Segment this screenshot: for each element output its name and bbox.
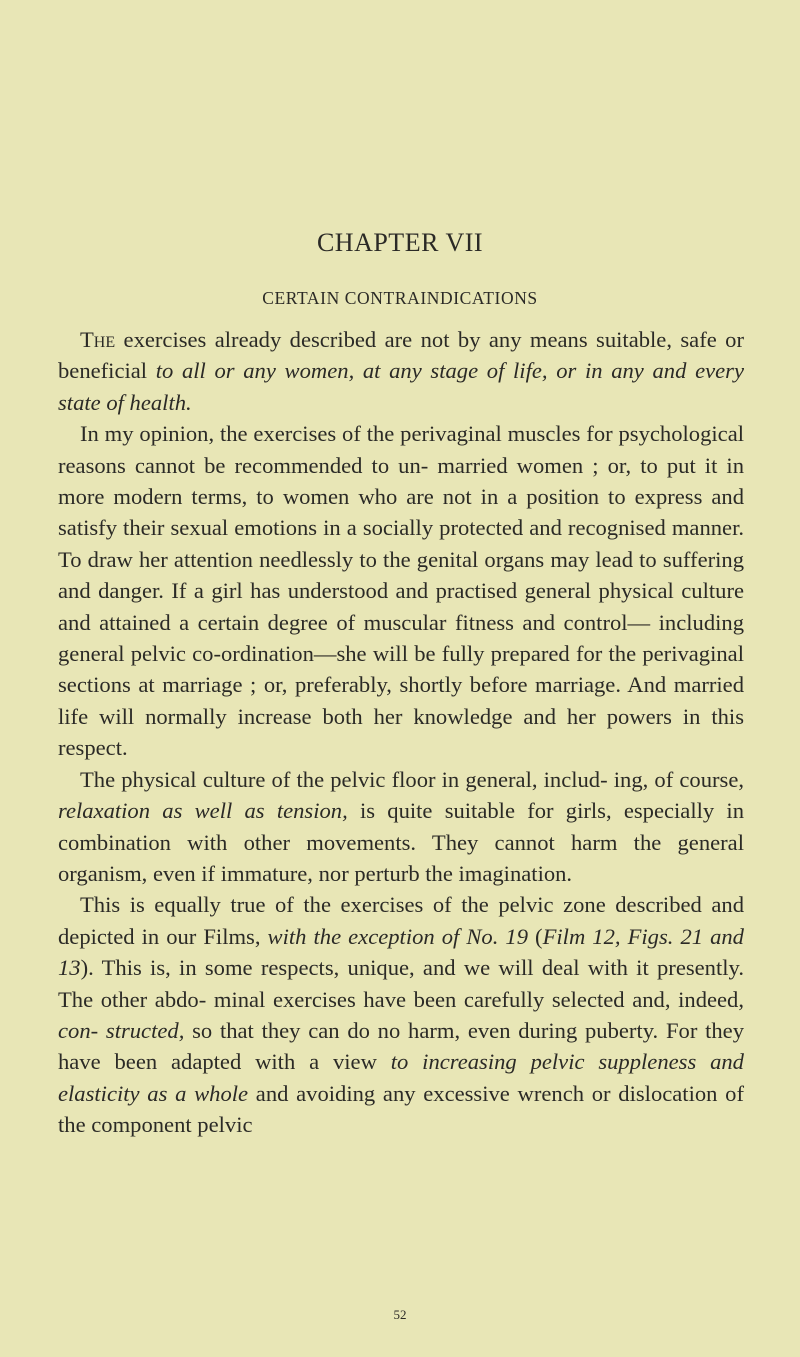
body-text — [58, 324, 744, 1141]
italic-run: to all or any women, at any stage of life, or in any and every state of health. — [58, 358, 744, 415]
italic-run: with the exception of No. 19 — [267, 923, 529, 949]
text-run: ( — [528, 923, 543, 949]
text-run: The physical culture of the pelvic floor in general, includ- ing, of course, — [80, 766, 744, 792]
text-run: so that they can do no harm, even during puberty. For they have been adapted with a view — [58, 1017, 744, 1075]
paragraph-4 — [58, 889, 744, 1140]
chapter-heading: CHAPTER VII — [316, 228, 484, 257]
text-run: This is equally true of the exercises of the pelvic zone described and depicted in our Films, — [58, 892, 744, 949]
italic-run: con- structed, — [58, 1017, 185, 1043]
italic-run: relaxation as well as tension, — [58, 798, 348, 824]
paragraph-1 — [58, 324, 744, 418]
lead-word: The — [80, 327, 116, 352]
text-run: ). This is, in some respects, unique, and we will deal with it presently. The other abdo- minal exercises have been carefully selected and, indeed, — [58, 955, 744, 1012]
chapter-title: CERTAIN CONTRAINDICATIONS — [262, 288, 538, 308]
italic-run: Film 12, Figs. 21 and 13 — [58, 923, 744, 981]
text-run: and avoiding any excessive wrench or dislocation of the component pelvic — [58, 1080, 744, 1138]
page-number: 52 — [393, 1307, 407, 1322]
italic-run: to increasing pelvic suppleness and elasticity as a whole — [58, 1049, 744, 1106]
text-run: exercises already described are not by any means suitable, safe or beneficial — [58, 327, 744, 384]
text-run: is quite suitable for girls, especially in combination with other movements. They cannot harm the general organism, even if immature, nor perturb the imagination. — [58, 798, 744, 886]
paragraph-3 — [58, 764, 744, 890]
paragraph-2: In my opinion, the exercises of the perivaginal muscles for psychological reasons cannot be recommended to un- married women ; or, to put it in more modern terms, to women who are not in a position to express and satisfy their sexual emotions in a socially protected and recognised manner. To draw her attention needlessly to the genital organs may lead to suffering and danger. If a girl has understood and practised general physical culture and attained a certain degree of muscular fitness and control— including general pelvic co-ordination—she will be fully prepared for the perivaginal sections at marriage ; or, preferably, shortly before marriage. And married life will normally increase both her knowledge and her powers in this respect. — [58, 421, 744, 761]
